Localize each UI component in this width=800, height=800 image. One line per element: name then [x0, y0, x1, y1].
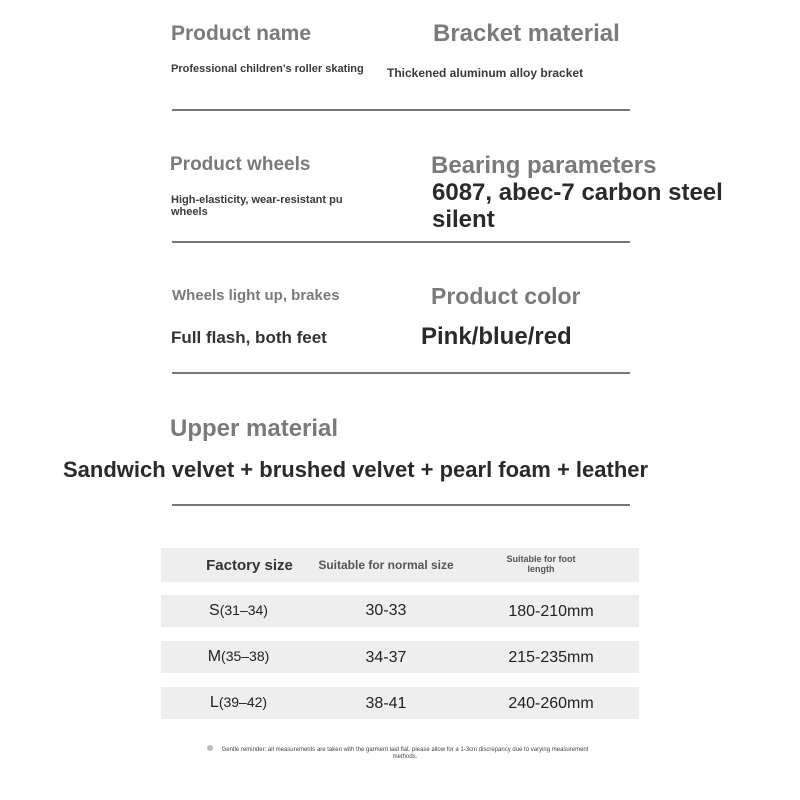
bearing-parameters-value: 6087, abec-7 carbon steel silent	[432, 179, 723, 233]
product-name-value: Professional children's roller skating	[171, 63, 364, 75]
bracket-material-label: Bracket material	[433, 20, 620, 47]
foot-length-cell: 180-210mm	[508, 603, 594, 620]
bracket-material-value: Thickened aluminum alloy bracket	[387, 66, 584, 80]
normal-size-cell: 34-37	[365, 649, 407, 666]
divider	[172, 372, 630, 374]
divider	[172, 241, 630, 243]
bearing-parameters-label: Bearing parameters	[431, 152, 657, 179]
wheels-light-label: Wheels light up, brakes	[172, 287, 340, 304]
header-factory-size: Factory size	[206, 557, 293, 574]
header-normal-size: Suitable for normal size	[318, 558, 454, 572]
product-wheels-value: High-elasticity, wear-resistant pu wheels	[171, 194, 343, 218]
table-row	[161, 595, 639, 627]
product-wheels-label: Product wheels	[170, 154, 311, 175]
factory-size-cell: S(31–34)	[209, 602, 268, 619]
gentle-reminder: Gentle reminder: all measurements are taken with the garment laid flat. please allow for a 1-3cm discrepancy due to varying measurement methods.	[221, 747, 589, 760]
normal-size-cell: 30-33	[365, 602, 407, 619]
wheels-light-value: Full flash, both feet	[171, 328, 327, 347]
upper-material-label: Upper material	[170, 415, 339, 442]
size-table-header	[161, 548, 639, 582]
normal-size-cell: 38-41	[365, 695, 407, 712]
divider	[172, 504, 630, 506]
foot-length-cell: 240-260mm	[508, 695, 594, 712]
bullet-icon	[207, 745, 213, 751]
product-color-value: Pink/blue/red	[421, 323, 572, 350]
upper-material-value: Sandwich velvet + brushed velvet + pearl foam + leather	[63, 457, 649, 482]
foot-length-cell: 215-235mm	[508, 649, 594, 666]
header-foot-length: Suitable for foot length	[506, 554, 576, 574]
factory-size-cell: L(39–42)	[209, 694, 268, 711]
table-row	[161, 641, 639, 673]
factory-size-cell: M(35–38)	[207, 648, 270, 665]
table-row	[161, 687, 639, 719]
product-name-label: Product name	[171, 22, 312, 45]
divider	[172, 109, 630, 111]
product-color-label: Product color	[431, 283, 581, 309]
